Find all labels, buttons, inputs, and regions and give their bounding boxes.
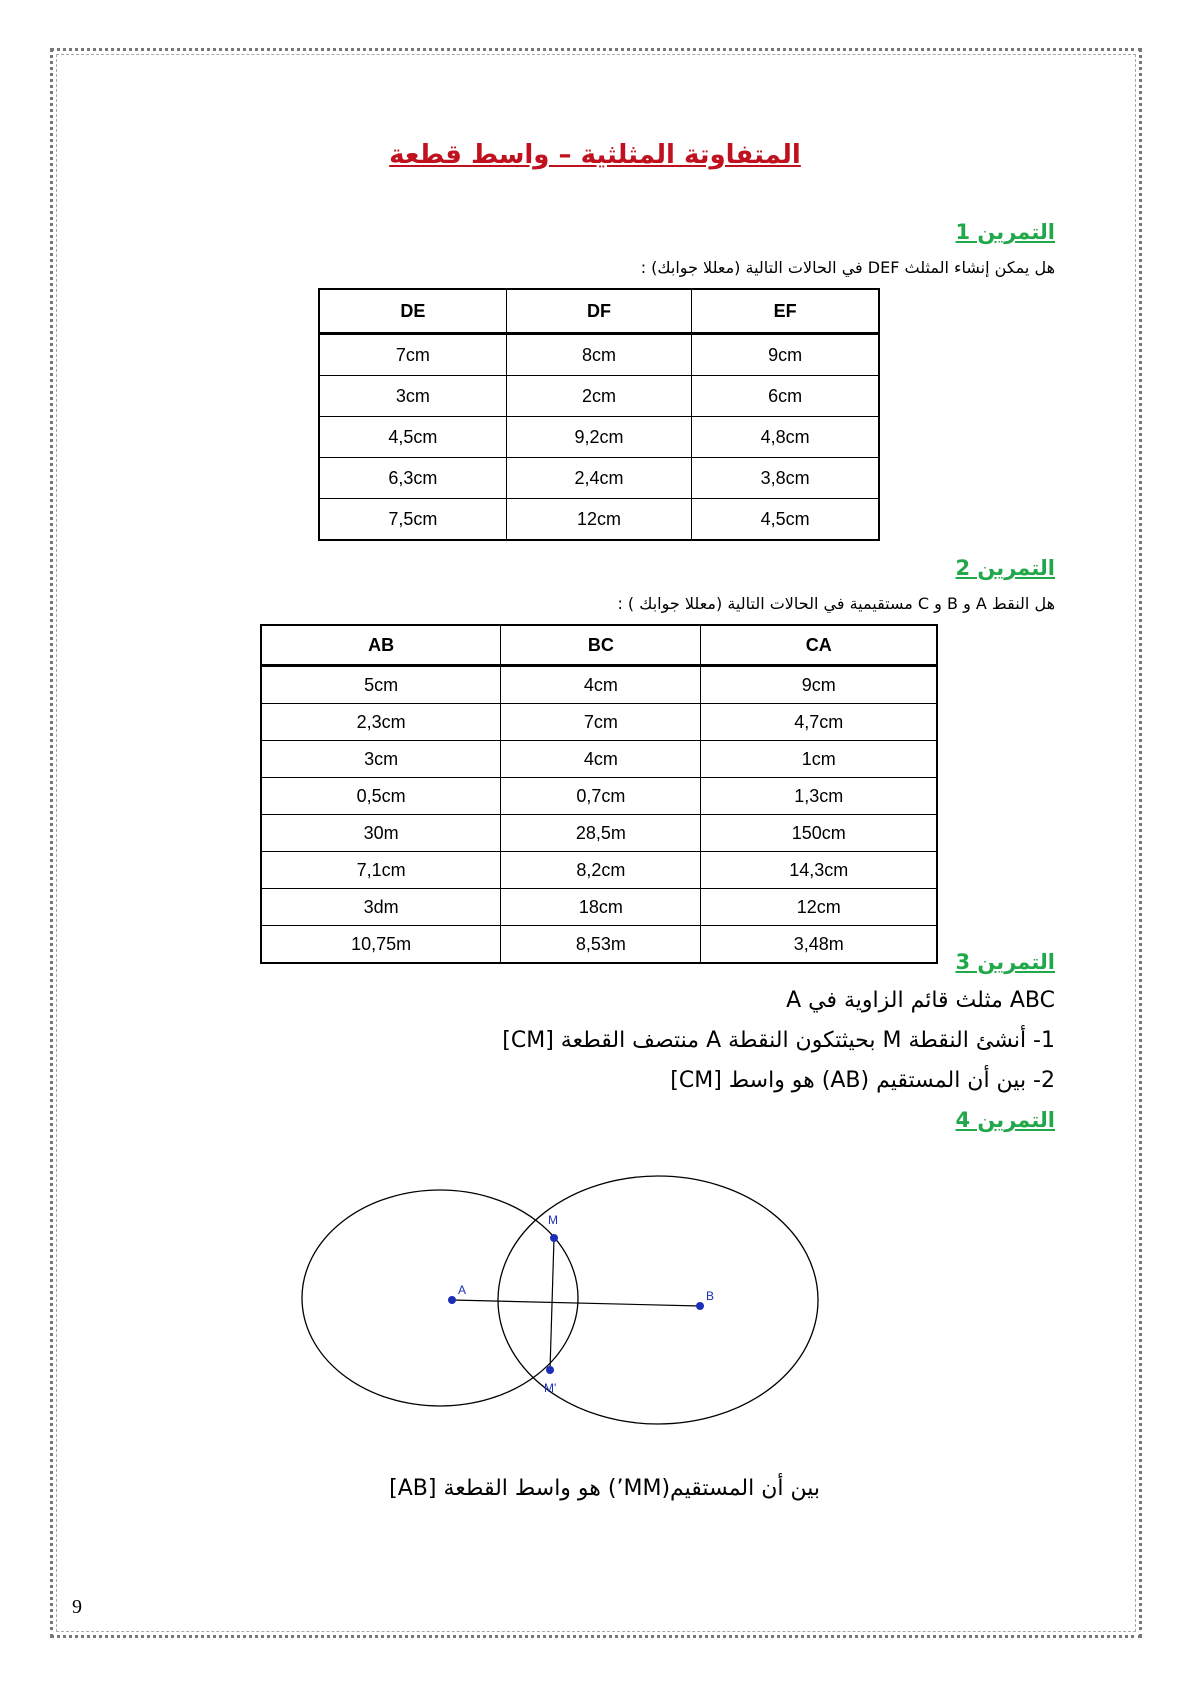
table-cell: 6,3cm [319, 458, 506, 499]
table-header-row [319, 289, 879, 334]
table-cell: 4cm [501, 666, 701, 704]
table-cell: 3cm [261, 741, 501, 778]
exercise-4-heading: التمرين 4 [955, 1108, 1055, 1132]
table-row [261, 704, 937, 741]
table-cell: 150cm [701, 815, 937, 852]
table-header-row [261, 625, 937, 666]
table-cell: 4cm [501, 741, 701, 778]
table-row [261, 666, 937, 704]
table-cell: 2,4cm [506, 458, 691, 499]
exercise-2-heading: التمرين 2 [955, 556, 1055, 580]
page-title: المتفاوتة المثلثية – واسط قطعة [389, 140, 801, 170]
label-m: M [548, 1213, 558, 1227]
header-ef: EF [692, 289, 879, 334]
header-bc: BC [501, 625, 701, 666]
point-a [448, 1296, 456, 1304]
table-cell: 3,48m [701, 926, 937, 964]
perpendicular-bisector-diagram [300, 1170, 900, 1450]
table-cell: 30m [261, 815, 501, 852]
exercise-2-table [260, 624, 938, 964]
table-row [261, 926, 937, 964]
table-cell: 9cm [692, 334, 879, 376]
page-number: 9 [72, 1596, 82, 1618]
table-row [319, 499, 879, 541]
label-b: B [706, 1289, 715, 1303]
table-cell: 7cm [319, 334, 506, 376]
table-cell: 7,1cm [261, 852, 501, 889]
table-row [319, 417, 879, 458]
table-cell: 4,5cm [692, 499, 879, 541]
table-row [261, 815, 937, 852]
table-cell: 3,8cm [692, 458, 879, 499]
table-cell: 5cm [261, 666, 501, 704]
table-cell: 4,8cm [692, 417, 879, 458]
table-cell: 1,3cm [701, 778, 937, 815]
table-cell: 0,7cm [501, 778, 701, 815]
table-cell: 4,5cm [319, 417, 506, 458]
exercise-3-heading: التمرين 3 [955, 950, 1055, 974]
table-cell: 3cm [319, 376, 506, 417]
label-m-prime: M' [544, 1381, 557, 1395]
table-row [261, 778, 937, 815]
table-cell: 9cm [701, 666, 937, 704]
point-m-prime [546, 1366, 554, 1374]
exercise-3-line-1: ABC مثلث قائم الزاوية في A [786, 988, 1055, 1013]
header-ab: AB [261, 625, 501, 666]
table-cell: 0,5cm [261, 778, 501, 815]
segment-mm [550, 1238, 554, 1370]
table-cell: 7,5cm [319, 499, 506, 541]
table-cell: 14,3cm [701, 852, 937, 889]
table-cell: 2,3cm [261, 704, 501, 741]
segment-ab [452, 1300, 700, 1306]
table-cell: 2cm [506, 376, 691, 417]
table-cell: 10,75m [261, 926, 501, 964]
table-row [261, 741, 937, 778]
table-cell: 3dm [261, 889, 501, 926]
point-b [696, 1302, 704, 1310]
table-cell: 9,2cm [506, 417, 691, 458]
table-row [319, 334, 879, 376]
table-cell: 18cm [501, 889, 701, 926]
table-cell: 8cm [506, 334, 691, 376]
circle-a [302, 1190, 578, 1406]
header-ca: CA [701, 625, 937, 666]
exercise-1-question: هل يمكن إنشاء المثلث DEF في الحالات التالية (معللا جوابك) : [640, 258, 1055, 277]
table-cell: 28,5m [501, 815, 701, 852]
table-cell: 4,7cm [701, 704, 937, 741]
label-a: A [458, 1283, 467, 1297]
table-cell: 7cm [501, 704, 701, 741]
header-de: DE [319, 289, 506, 334]
table-row [261, 889, 937, 926]
table-cell: 8,2cm [501, 852, 701, 889]
exercise-4-caption: بين أن المستقيم(MM’) هو واسط القطعة [AB] [389, 1476, 820, 1501]
table-cell: 12cm [506, 499, 691, 541]
exercise-3-line-3: 2- بين أن المستقيم (AB) هو واسط [CM] [670, 1068, 1055, 1093]
exercise-3-line-2: 1- أنشئ النقطة M بحيثتكون النقطة A منتصف القطعة [CM] [502, 1028, 1055, 1053]
exercise-1-table [318, 288, 880, 541]
point-m [550, 1234, 558, 1242]
table-row [319, 458, 879, 499]
table-cell: 12cm [701, 889, 937, 926]
table-row [261, 852, 937, 889]
header-df: DF [506, 289, 691, 334]
table-cell: 1cm [701, 741, 937, 778]
table-cell: 6cm [692, 376, 879, 417]
exercise-1-heading: التمرين 1 [955, 220, 1055, 244]
table-row [319, 376, 879, 417]
table-cell: 8,53m [501, 926, 701, 964]
exercise-2-question: هل النقط A و B و C مستقيمية في الحالات التالية (معللا جوابك ) : [617, 594, 1055, 613]
